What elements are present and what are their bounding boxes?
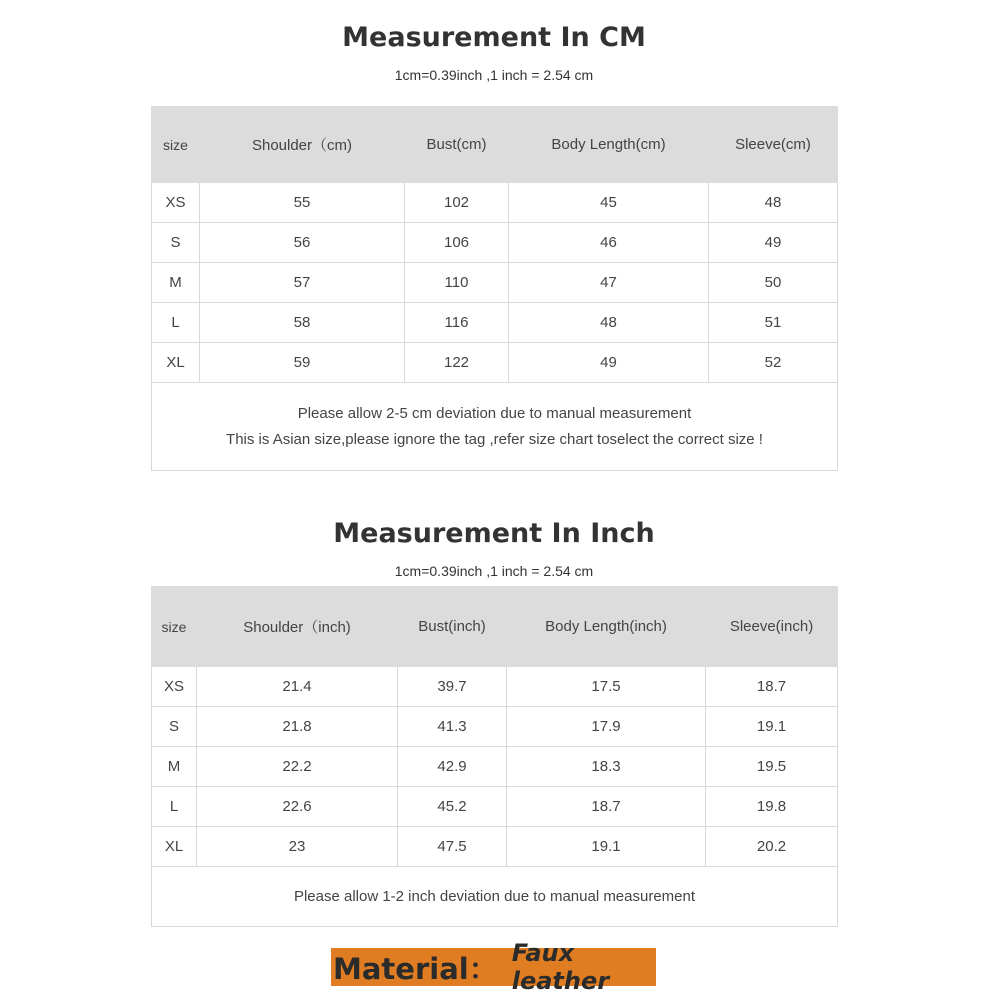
table-row	[152, 263, 838, 303]
body-length-cell: 19.1	[507, 827, 706, 867]
table-row	[152, 667, 838, 707]
cm-note-line-1: Please allow 2-5 cm deviation due to manual measurement	[297, 404, 692, 422]
inch-note-cell	[152, 867, 838, 927]
cm-header-bust: Bust(cm)	[405, 107, 509, 183]
body-length-cell: 48	[509, 303, 709, 343]
body-length-cell: 17.5	[507, 667, 706, 707]
shoulder-cell: 55	[200, 183, 405, 223]
size-cell: XS	[152, 667, 197, 707]
material-label: Material：	[333, 951, 498, 986]
sleeve-cell: 19.1	[706, 707, 838, 747]
cm-header-body-length: Body Length(cm)	[509, 107, 709, 183]
bust-cell: 45.2	[398, 787, 507, 827]
table-row	[152, 303, 838, 343]
inch-header-row	[152, 587, 838, 667]
body-length-cell: 45	[509, 183, 709, 223]
shoulder-cell: 56	[200, 223, 405, 263]
size-cell: L	[152, 303, 200, 343]
body-length-cell: 17.9	[507, 707, 706, 747]
material-value: Faux leather	[511, 939, 610, 995]
sleeve-cell: 49	[709, 223, 838, 263]
sleeve-cell: 19.8	[706, 787, 838, 827]
bust-cell: 106	[405, 223, 509, 263]
bust-cell: 122	[405, 343, 509, 383]
cm-note-line-2: This is Asian size,please ignore the tag ,refer size chart toselect the correct size !	[226, 430, 763, 448]
table-row	[152, 787, 838, 827]
bust-cell: 116	[405, 303, 509, 343]
cm-header-shoulder: Shoulder（cm)	[200, 107, 405, 183]
body-length-cell: 46	[509, 223, 709, 263]
table-row	[152, 707, 838, 747]
table-row	[152, 343, 838, 383]
shoulder-cell: 22.6	[197, 787, 398, 827]
size-cell: M	[152, 263, 200, 303]
sleeve-cell: 19.5	[706, 747, 838, 787]
sleeve-cell: 18.7	[706, 667, 838, 707]
bust-cell: 41.3	[398, 707, 507, 747]
inch-note-line-1: Please allow 1-2 inch deviation due to manual measurement	[293, 887, 696, 905]
sleeve-cell: 51	[709, 303, 838, 343]
shoulder-cell: 58	[200, 303, 405, 343]
inch-note-row	[152, 867, 838, 927]
size-cell: L	[152, 787, 197, 827]
sleeve-cell: 52	[709, 343, 838, 383]
shoulder-cell: 22.2	[197, 747, 398, 787]
body-length-cell: 49	[509, 343, 709, 383]
sleeve-cell: 50	[709, 263, 838, 303]
sleeve-cell: 20.2	[706, 827, 838, 867]
body-length-cell: 18.3	[507, 747, 706, 787]
bust-cell: 47.5	[398, 827, 507, 867]
cm-title: Measurement In CM	[342, 22, 646, 53]
table-row	[152, 183, 838, 223]
cm-header-size: size	[152, 107, 200, 183]
inch-header-sleeve: Sleeve(inch)	[706, 587, 838, 667]
cm-note-row	[152, 383, 838, 471]
inch-header-size: size	[152, 587, 197, 667]
cm-size-table	[151, 106, 838, 471]
shoulder-cell: 21.4	[197, 667, 398, 707]
size-cell: XL	[152, 343, 200, 383]
body-length-cell: 47	[509, 263, 709, 303]
sleeve-cell: 48	[709, 183, 838, 223]
size-cell: M	[152, 747, 197, 787]
shoulder-cell: 21.8	[197, 707, 398, 747]
inch-header-bust: Bust(inch)	[398, 587, 507, 667]
size-cell: XS	[152, 183, 200, 223]
size-cell: XL	[152, 827, 197, 867]
table-row	[152, 747, 838, 787]
shoulder-cell: 23	[197, 827, 398, 867]
bust-cell: 102	[405, 183, 509, 223]
inch-subtitle: 1cm=0.39inch ,1 inch = 2.54 cm	[394, 563, 594, 579]
bust-cell: 110	[405, 263, 509, 303]
shoulder-cell: 59	[200, 343, 405, 383]
size-cell: S	[152, 223, 200, 263]
cm-subtitle: 1cm=0.39inch ,1 inch = 2.54 cm	[394, 67, 594, 83]
inch-header-shoulder: Shoulder（inch)	[197, 587, 398, 667]
inch-title: Measurement In Inch	[333, 518, 655, 549]
cm-header-row	[152, 107, 838, 183]
shoulder-cell: 57	[200, 263, 405, 303]
table-row	[152, 827, 838, 867]
body-length-cell: 18.7	[507, 787, 706, 827]
material-banner	[331, 939, 656, 995]
table-row	[152, 223, 838, 263]
bust-cell: 42.9	[398, 747, 507, 787]
cm-header-sleeve: Sleeve(cm)	[709, 107, 838, 183]
size-cell: S	[152, 707, 197, 747]
inch-header-body-length: Body Length(inch)	[507, 587, 706, 667]
bust-cell: 39.7	[398, 667, 507, 707]
inch-size-table	[151, 586, 838, 927]
cm-note-cell	[152, 383, 838, 471]
